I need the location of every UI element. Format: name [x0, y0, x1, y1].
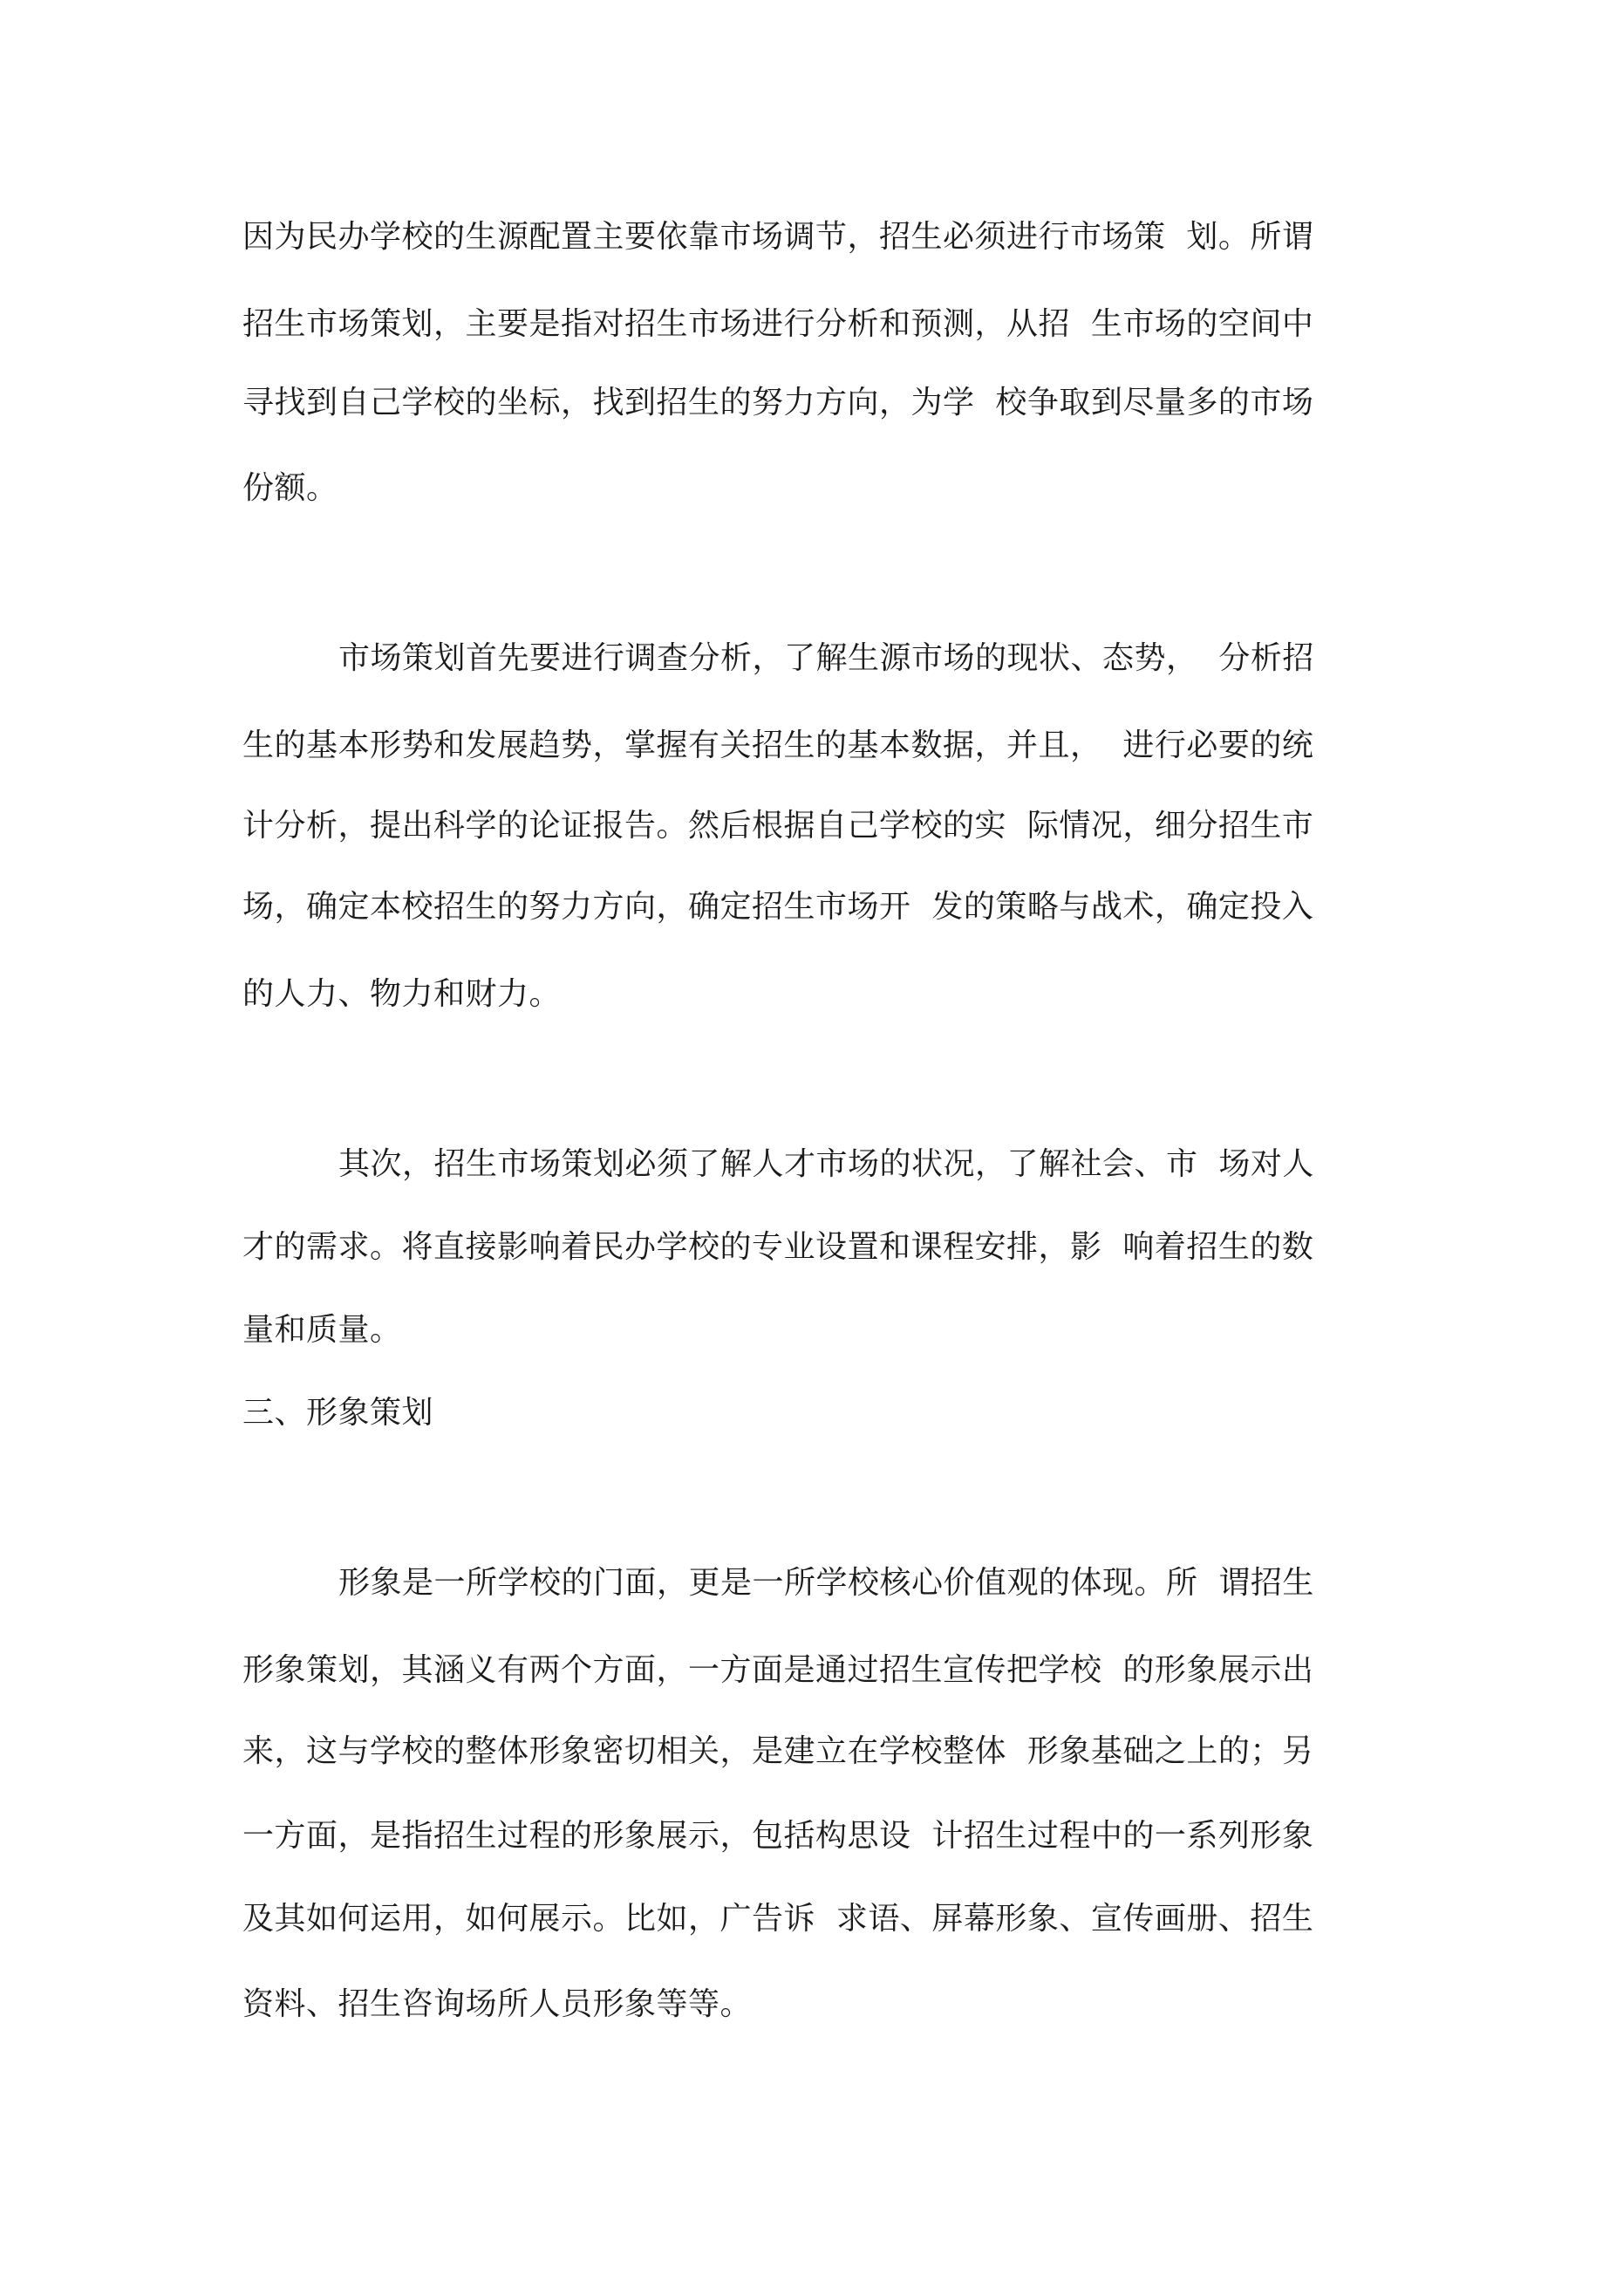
paragraph-4-line-4: 一方面，是指招生过程的形象展示，包括构思设 计招生过程中的一系列形象 — [242, 1818, 1314, 1854]
paragraph-3-line-2: 才的需求。将直接影响着民办学校的专业设置和课程安排，影 响着招生的数 — [242, 1229, 1314, 1265]
paragraph-1-line-2: 招生市场策划，主要是指对招生市场进行分析和预测，从招 生市场的空间中 — [242, 306, 1314, 342]
paragraph-2-line-3: 计分析，提出科学的论证报告。然后根据自己学校的实 际情况，细分招生市 — [242, 808, 1314, 844]
paragraph-4-line-6: 资料、招生咨询场所人员形象等等。 — [242, 1986, 753, 2022]
paragraph-2-line-5: 的人力、物力和财力。 — [242, 976, 562, 1012]
paragraph-3-line-3: 量和质量。 — [242, 1312, 402, 1348]
paragraph-4-line-1: 形象是一所学校的门面，更是一所学校核心价值观的体现。所 谓招生 — [338, 1565, 1314, 1601]
section-heading: 三、形象策划 — [242, 1395, 434, 1431]
paragraph-4-line-5: 及其如何运用，如何展示。比如，广告诉 求语、屏幕形象、宣传画册、招生 — [242, 1901, 1314, 1937]
paragraph-2-line-1: 市场策划首先要进行调查分析，了解生源市场的现状、态势， 分析招 — [338, 640, 1314, 676]
paragraph-2-line-4: 场，确定本校招生的努力方向，确定招生市场开 发的策略与战术，确定投入 — [242, 889, 1314, 925]
paragraph-2-line-2: 生的基本形势和发展趋势，掌握有关招生的基本数据，并且， 进行必要的统 — [242, 728, 1314, 763]
paragraph-4-line-2: 形象策划，其涵义有两个方面，一方面是通过招生宣传把学校 的形象展示出 — [242, 1652, 1314, 1688]
paragraph-1-line-3: 寻找到自己学校的坐标，找到招生的努力方向，为学 校争取到尽量多的市场 — [242, 385, 1314, 420]
paragraph-1-line-1: 因为民办学校的生源配置主要依靠市场调节，招生必须进行市场策 划。所谓 — [242, 219, 1314, 255]
paragraph-3-line-1: 其次，招生市场策划必须了解人才市场的状况，了解社会、市 场对人 — [338, 1146, 1314, 1182]
paragraph-1-line-4: 份额。 — [242, 470, 338, 506]
paragraph-4-line-3: 来，这与学校的整体形象密切相关，是建立在学校整体 形象基础之上的；另 — [242, 1733, 1314, 1769]
